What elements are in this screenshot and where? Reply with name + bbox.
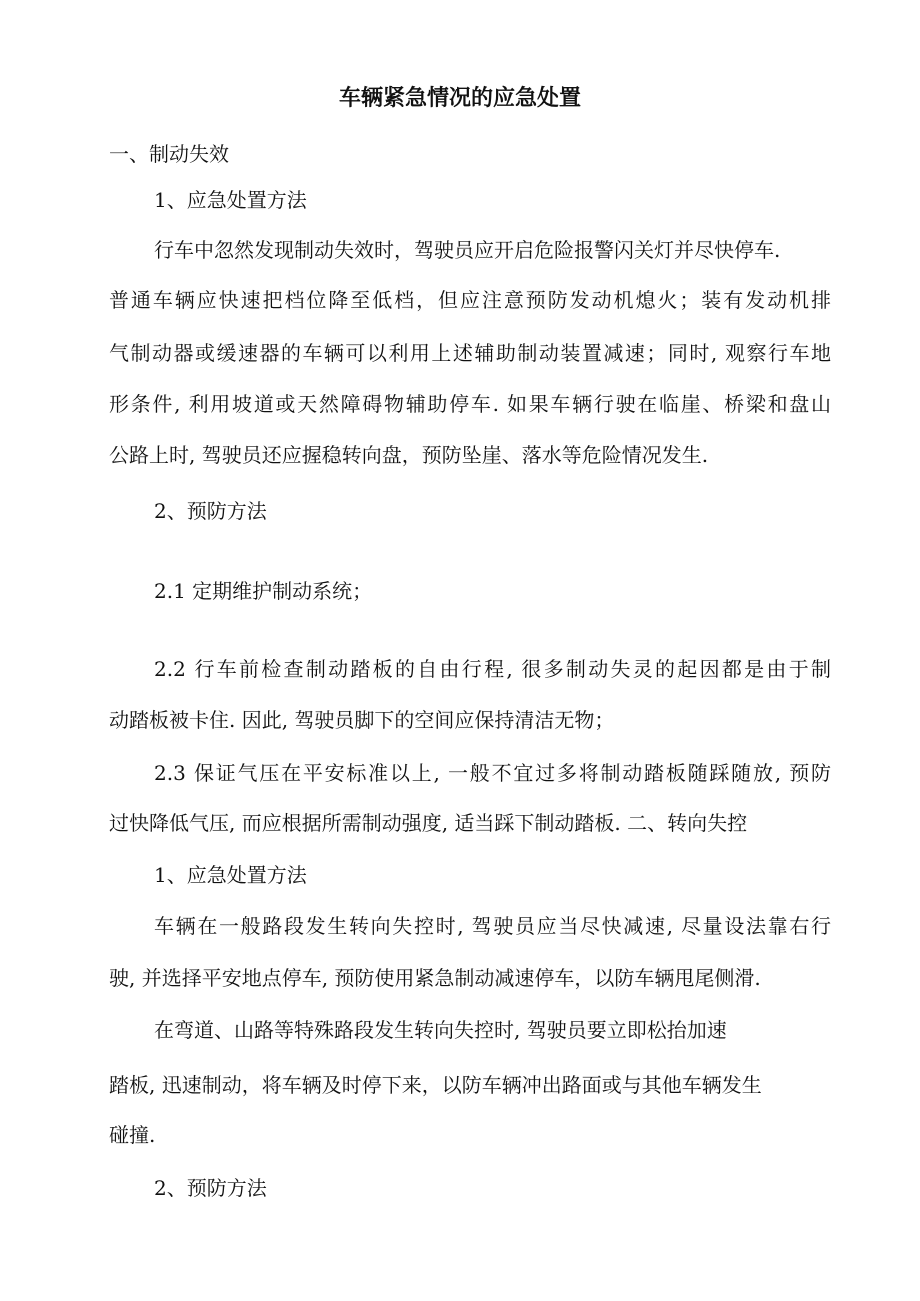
section-heading-brake-failure: 一、制动失效 [109,142,229,166]
paragraph-line: 行车中忽然发现制动失效时，驾驶员应开启危险报警闪关灯并尽快停车. [154,238,781,262]
paragraph-line: 踏板, 迅速制动，将车辆及时停下来，以防车辆冲出路面或与其他车辆发生 [109,1073,762,1097]
paragraph-line: 形条件, 利用坡道或天然障碍物辅助停车. 如果车辆行驶在临崖、桥梁和盘山 [109,392,831,416]
paragraph-line: 过快降低气压, 而应根据所需制动强度, 适当踩下制动踏板. 二、转向失控 [109,811,748,835]
list-item: 2.3 保证气压在平安标准以上, 一般不宜过多将制动踏板随踩随放, 预防 [154,761,831,785]
list-item: 2.1 定期维护制动系统； [154,579,373,603]
list-item: 2.2 行车前检查制动踏板的自由行程, 很多制动失灵的起因都是由于制 [154,657,831,681]
paragraph-line: 动踏板被卡住. 因此, 驾驶员脚下的空间应保持清洁无物； [109,708,615,732]
paragraph-line: 普通车辆应快速把档位降至低档，但应注意预防发动机熄火；装有发动机排 [109,288,831,312]
paragraph-line: 公路上时, 驾驶员还应握稳转向盘，预防坠崖、落水等危险情况发生. [109,443,709,467]
subheading-prevention: 2、预防方法 [154,499,267,523]
subheading-prevention: 2、预防方法 [154,1176,267,1200]
subheading-emergency-method: 1、应急处置方法 [154,863,307,887]
paragraph-line: 气制动器或缓速器的车辆可以利用上述辅助制动装置减速；同时, 观察行车地 [109,341,831,365]
subheading-emergency-method: 1、应急处置方法 [154,188,307,212]
paragraph-line: 车辆在一般路段发生转向失控时, 驾驶员应当尽快减速, 尽量设法靠右行 [154,914,831,938]
paragraph-line: 在弯道、山路等特殊路段发生转向失控时, 驾驶员要立即松抬加速 [154,1018,727,1042]
paragraph-line: 驶, 并选择平安地点停车, 预防使用紧急制动减速停车，以防车辆甩尾侧滑. [109,966,761,990]
paragraph-line: 碰撞. [109,1123,156,1147]
document-title: 车辆紧急情况的应急处置 [338,85,581,111]
